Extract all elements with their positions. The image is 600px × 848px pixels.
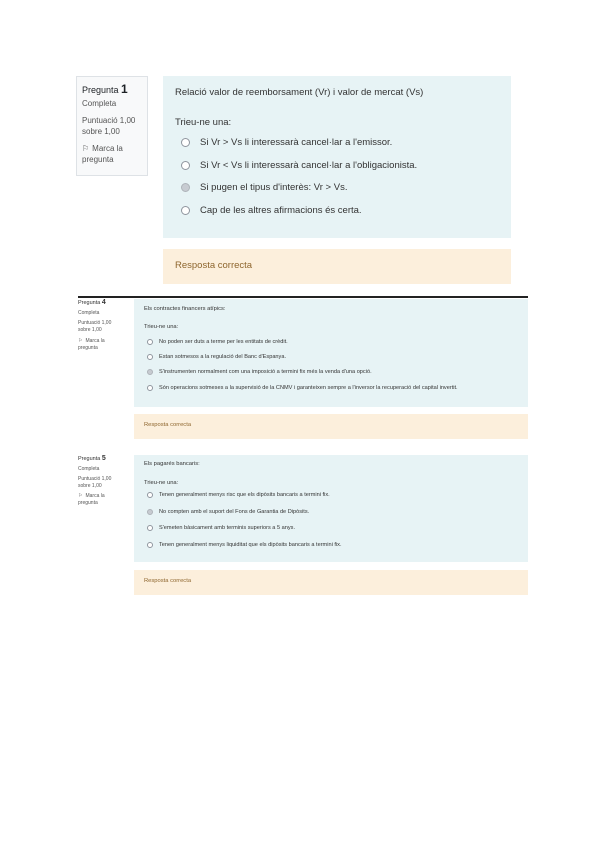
q5-score-line1: Puntuació 1,00 — [78, 476, 112, 482]
radio-selected-icon[interactable] — [181, 183, 190, 192]
flag-icon: ⚐ — [82, 144, 90, 153]
q5-option-3[interactable] — [147, 525, 295, 531]
q4-question-label: Pregunta — [78, 300, 101, 306]
radio-icon[interactable] — [181, 138, 190, 147]
q5-choose-label: Trieu-ne una: — [144, 480, 179, 486]
flag-icon: ⚐ — [78, 493, 83, 499]
radio-icon[interactable] — [181, 161, 190, 170]
q5-feedback-text: Resposta correcta — [144, 578, 192, 584]
section-divider — [78, 296, 528, 298]
q4-option-4-label: Són operacions sotmeses a la supervisió de la CNMV i garanteixen sempre a l'inversor la recuperació del capital invertit. — [159, 385, 458, 391]
q1-flag-line1: Marca la — [92, 144, 123, 153]
q5-question-label: Pregunta — [78, 456, 101, 462]
q1-option-4-label: Cap de les altres afirmacions és certa. — [200, 205, 362, 216]
q4-score-line1: Puntuació 1,00 — [78, 320, 112, 326]
q1-number: 1 — [121, 82, 128, 96]
q4-flag-line2: pregunta — [78, 345, 98, 351]
q4-option-4[interactable] — [147, 385, 458, 391]
radio-icon[interactable] — [147, 339, 153, 345]
q1-flag-line2: pregunta — [82, 155, 114, 164]
radio-icon[interactable] — [147, 525, 153, 531]
q4-question-text: Els contractes financers atípics: — [144, 306, 226, 312]
q4-question-panel — [134, 299, 528, 407]
radio-icon[interactable] — [147, 385, 153, 391]
flag-icon: ⚐ — [78, 338, 83, 344]
q4-number: 4 — [101, 299, 106, 306]
q1-feedback-text: Resposta correcta — [175, 260, 253, 271]
q5-feedback-panel — [134, 570, 528, 595]
q1-option-1-label: Si Vr > Vs li interessarà cancel·lar a l'emissor. — [200, 137, 393, 148]
q4-info-panel — [78, 299, 130, 369]
q1-score-line2: sobre 1,00 — [82, 127, 120, 136]
q4-question-number — [78, 299, 130, 306]
q5-option-4-label: Tenen generalment menys liquiditat que els dipòsits bancaris a termini fix. — [159, 542, 342, 548]
q1-question-text: Relació valor de reemborsament (Vr) i valor de mercat (Vs) — [175, 87, 424, 98]
q4-choose-label: Trieu-ne una: — [144, 324, 179, 330]
radio-selected-icon[interactable] — [147, 369, 153, 375]
q5-option-2-label: No compten amb el suport del Fons de Garantia de Dipòsits. — [159, 509, 310, 515]
q5-number: 5 — [101, 455, 106, 462]
q5-option-1-label: Tenen generalment menys risc que els dipòsits bancaris a termini fix. — [159, 492, 330, 498]
q1-info-panel — [76, 76, 148, 176]
q5-option-3-label: S'emeten bàsicament amb terminis superiors a 5 anys. — [159, 525, 296, 531]
q4-feedback-panel — [134, 414, 528, 439]
q4-flag-line1: Marca la — [85, 338, 105, 344]
q4-flag-question[interactable] — [78, 338, 130, 352]
q4-option-2[interactable] — [147, 354, 286, 360]
q1-question-number — [82, 82, 142, 96]
q5-flag-line1: Marca la — [85, 493, 105, 499]
q1-flag-question[interactable] — [82, 143, 142, 165]
q1-choose-label: Trieu-ne una: — [175, 117, 232, 128]
q4-score — [78, 320, 130, 334]
q4-option-2-label: Estan sotmesos a la regulació del Banc d'Espanya. — [159, 354, 287, 360]
q5-score — [78, 476, 130, 490]
q1-option-2-label: Si Vr < Vs li interessarà cancel·lar a l'obligacionista. — [200, 160, 418, 171]
q1-feedback-panel — [163, 249, 511, 284]
q4-status: Completa — [78, 310, 100, 316]
q5-question-text: Els pagarés bancaris: — [144, 461, 200, 467]
q5-option-1[interactable] — [147, 492, 330, 498]
radio-icon[interactable] — [181, 206, 190, 215]
q5-flag-question[interactable] — [78, 493, 130, 507]
q5-flag-line2: pregunta — [78, 500, 98, 506]
radio-icon[interactable] — [147, 492, 153, 498]
q5-option-2[interactable] — [147, 509, 309, 515]
q1-score — [82, 115, 142, 137]
q4-option-3-label: S'instrumenten normalment com una imposició a termini fix més la venda d'una opció. — [159, 369, 372, 375]
q5-option-4[interactable] — [147, 542, 342, 548]
radio-selected-icon[interactable] — [147, 509, 153, 515]
radio-icon[interactable] — [147, 354, 153, 360]
radio-icon[interactable] — [147, 542, 153, 548]
q4-option-1[interactable] — [147, 339, 288, 345]
q1-option-3-label: Si pugen el tipus d'interès: Vr > Vs. — [200, 182, 348, 193]
q1-question-label: Pregunta — [82, 85, 119, 95]
q1-option-1[interactable] — [181, 137, 392, 148]
q5-info-panel — [78, 455, 130, 525]
q4-score-line2: sobre 1,00 — [78, 327, 102, 333]
q4-option-3[interactable] — [147, 369, 372, 375]
q5-status: Completa — [78, 466, 100, 472]
q1-score-line1: Puntuació 1,00 — [82, 116, 136, 125]
q5-score-line2: sobre 1,00 — [78, 483, 102, 489]
q4-feedback-text: Resposta correcta — [144, 422, 192, 428]
q1-option-2[interactable] — [181, 160, 417, 171]
q5-question-number — [78, 455, 130, 462]
q5-question-panel — [134, 455, 528, 562]
q1-option-3[interactable] — [181, 182, 347, 193]
q1-question-panel — [163, 76, 511, 238]
q1-option-4[interactable] — [181, 205, 362, 216]
q1-status: Completa — [82, 99, 117, 108]
q4-option-1-label: No poden ser duts a terme per les entitats de crèdit. — [159, 339, 288, 345]
